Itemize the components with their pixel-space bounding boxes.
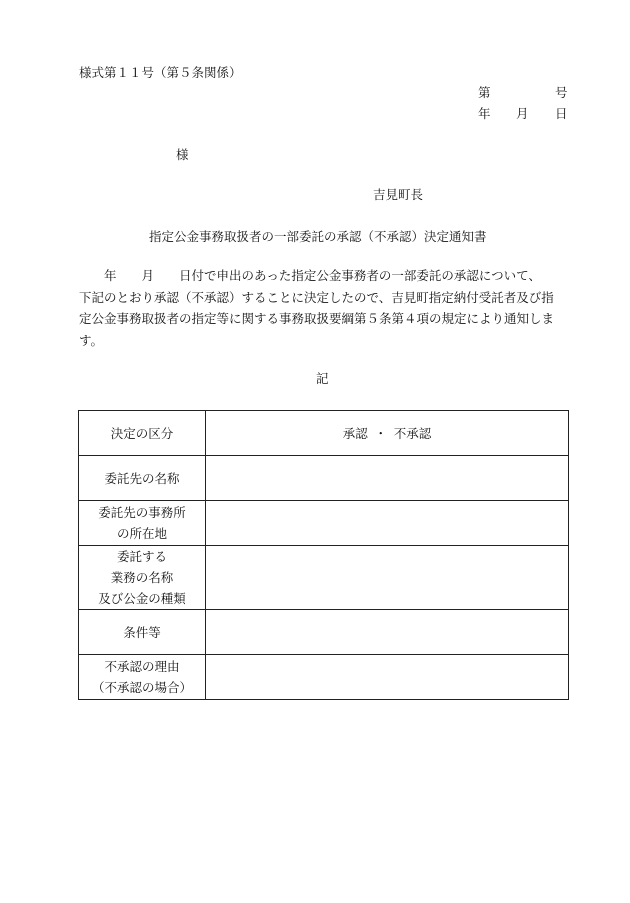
body-line: す。 (79, 332, 104, 348)
label-text: 業務の名称 (110, 570, 174, 585)
label-cell (79, 610, 206, 655)
value-cell (206, 501, 569, 546)
label-cell (79, 501, 206, 546)
document-number-label: 第 (478, 85, 491, 100)
label-cell (79, 655, 206, 700)
label-text: 委託先の名称 (104, 470, 180, 486)
ki-heading: 記 (316, 371, 329, 386)
table-row-contractor-office (79, 501, 569, 546)
value-cell (206, 456, 569, 501)
date-year-label: 年 (478, 106, 491, 121)
table-row-entrusted-business (79, 546, 569, 610)
label-text: 及び公金の種類 (98, 591, 186, 606)
label-cell (79, 546, 206, 610)
label-cell (79, 411, 206, 456)
details-table (78, 410, 569, 700)
form-number: 様式第１１号（第５条関係） (79, 65, 242, 80)
table-row-rejection-reason (79, 655, 569, 700)
value-cell (206, 546, 569, 610)
label-text: の所在地 (116, 526, 167, 541)
label-cell (79, 456, 206, 501)
body-line: 年 月 日付で申出のあった指定公金事務者の一部委託の承認について、 (79, 268, 541, 283)
document-number-suffix: 号 (555, 85, 568, 100)
label-text: 決定の区分 (110, 425, 174, 441)
table-row-decision (79, 411, 569, 456)
label-text: 条件等 (123, 624, 161, 640)
option-separator: ・ (374, 425, 387, 441)
label-text: 委託する (116, 549, 167, 564)
document-title: 指定公金事務取扱者の一部委託の承認（不承認）決定通知書 (149, 229, 487, 244)
reject-option: 不承認 (393, 425, 432, 441)
table-row-conditions (79, 610, 569, 655)
date-day-label: 日 (555, 106, 568, 121)
label-text: （不承認の場合） (91, 680, 192, 695)
approve-option: 承認 (342, 425, 368, 441)
body-line: 定公金事務取扱者の指定等に関する事務取扱要綱第５条第４項の規定により通知しま (79, 311, 555, 326)
decision-value-cell (206, 411, 569, 456)
label-text: 委託先の事務所 (98, 505, 186, 520)
body-paragraph (79, 265, 567, 351)
value-cell (206, 610, 569, 655)
addressee-honorific: 様 (176, 147, 189, 162)
table-row-contractor-name (79, 456, 569, 501)
value-cell (206, 655, 569, 700)
body-line: 下記のとおり承認（不承認）することに決定したので、吉見町指定納付受託者及び指 (79, 289, 554, 305)
label-text: 不承認の理由 (104, 659, 180, 674)
sender-name: 吉見町長 (373, 187, 424, 202)
date-month-label: 月 (516, 106, 529, 121)
